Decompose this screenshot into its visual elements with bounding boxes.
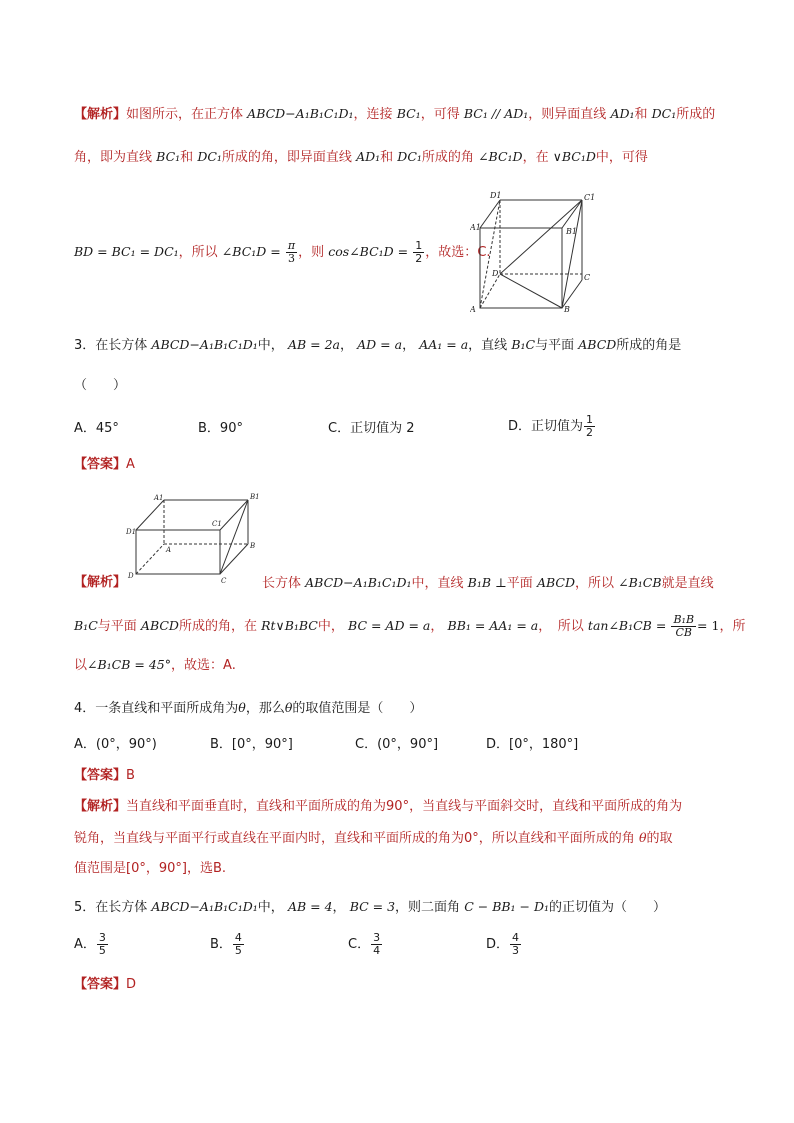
answer-value: A	[126, 457, 135, 472]
q4-option-a: A．(0°，90°)	[74, 737, 157, 752]
cube-figure	[470, 188, 600, 313]
q4-stem: 4．一条直线和平面所成角为θ，那么θ的取值范围是（ ）	[74, 700, 423, 716]
q3-analysis-line-2: B₁C与平面 ABCD所成的角，在 Rt∨B₁BC中， BC = AD = a， BB₁ = AA₁ = a， 所以 tan∠B₁CB = $\frac{\text{B₁B}}{CB}$ = 1，所	[74, 613, 746, 639]
q2-analysis-line-2: 角，即为直线 BC₁和 DC₁所成的角，即异面直线 AD₁和 DC₁所成的角 ∠BC₁D，在 ∨BC₁D中，可得	[74, 149, 648, 165]
label-d: D	[492, 269, 499, 278]
label-a1: A1	[470, 223, 481, 232]
q5-option-c: C． $\frac{3}{4}$	[348, 931, 381, 957]
q3-analysis-line-1b: 长方体 ABCD−A₁B₁C₁D₁中，直线 B₁B ⊥平面 ABCD，所以 ∠B₁CB就是直线	[262, 575, 714, 591]
q4-answer: 【答案】B	[74, 768, 135, 783]
q5-stem: 5．在长方体 ABCD−A₁B₁C₁D₁中， AB = 4， BC = 3，则二面角 C − BB₁ − D₁的正切值为（ ）	[74, 899, 667, 915]
label-d: D	[128, 572, 134, 580]
fraction-pi-3: $\frac{\pi}{3}$	[287, 239, 296, 265]
q4-option-c: C．(0°，90°]	[355, 737, 439, 752]
label-b1: B1	[566, 227, 577, 236]
fraction-1-2: $\frac{1}{2}$	[415, 239, 423, 265]
label-b: B	[250, 542, 256, 550]
q5-option-b: B． $\frac{4}{5}$	[210, 931, 242, 957]
label-a1: A1	[154, 494, 164, 502]
q3-paren: （ ）	[74, 378, 127, 393]
q3-option-b: B．90°	[198, 421, 243, 436]
q2-analysis-line-1: 【解析】如图所示，在正方体 ABCD−A₁B₁C₁D₁，连接 BC₁，可得 BC₁ // AD₁，则异面直线 AD₁和 DC₁所成的	[74, 106, 716, 122]
q4-analysis-line-2: 锐角，当直线与平面平行或直线在平面内时，直线和平面所成的角为0°，所以直线和平面所成的角 θ的取	[74, 830, 673, 846]
label-c: C	[584, 273, 591, 282]
box-figure	[126, 492, 261, 584]
label-a: A	[470, 305, 476, 313]
label-d1: D1	[126, 528, 137, 536]
label-a: A	[166, 546, 172, 554]
q5-option-a: A． $\frac{3}{5}$	[74, 931, 106, 957]
q3-analysis-line-3: 以∠B₁CB = 45°，故选：A.	[74, 657, 236, 673]
q5-answer: 【答案】D	[74, 977, 137, 992]
q3-option-d: D．正切值为 $\frac{1}{2}$	[508, 413, 594, 439]
q3-answer: 【答案】A	[74, 457, 135, 472]
q4-option-b: B．[0°，90°]	[210, 737, 293, 752]
q3-option-a: A．45°	[74, 421, 119, 436]
q4-analysis-line-3: 值范围是[0°，90°]，选B.	[74, 861, 227, 876]
q5-option-d: D． $\frac{4}{3}$	[486, 931, 520, 957]
label-c1: C1	[212, 520, 222, 528]
q3-option-c: C．正切值为 2	[328, 421, 415, 436]
q4-option-d: D．[0°，180°]	[486, 737, 579, 752]
q3-analysis-line-1: 【解析】	[74, 575, 127, 590]
label-d1: D1	[490, 191, 502, 200]
label-b1: B1	[250, 493, 260, 501]
math-cube: ABCD−A₁B₁C₁D₁	[247, 106, 354, 121]
label-c: C	[221, 577, 227, 584]
fraction-b1b-cb: $\frac{\text{B₁B}}{CB}$	[673, 613, 695, 639]
fraction-1-2: $\frac{1}{2}$	[586, 413, 594, 439]
label-b: B	[564, 305, 570, 313]
answer-value: D	[126, 977, 137, 992]
q2-analysis-line-3: BD = BC₁ = DC₁，所以 ∠BC₁D = $\frac{\pi}{3}$ ，则 cos∠BC₁D = $\frac{1}{2}$ ，故选：C.	[74, 239, 491, 265]
q3-stem: 3．在长方体 ABCD−A₁B₁C₁D₁中， AB = 2a， AD = a， AA₁ = a，直线 B₁C与平面 ABCD所成的角是	[74, 337, 682, 353]
analysis-tag: 【解析】	[74, 107, 127, 122]
label-c1: C1	[584, 193, 596, 202]
answer-value: B	[126, 768, 135, 783]
q4-analysis-line-1: 【解析】当直线和平面垂直时，直线和平面所成的角为90°，当直线与平面斜交时，直线和平面所成的角为	[74, 799, 683, 814]
